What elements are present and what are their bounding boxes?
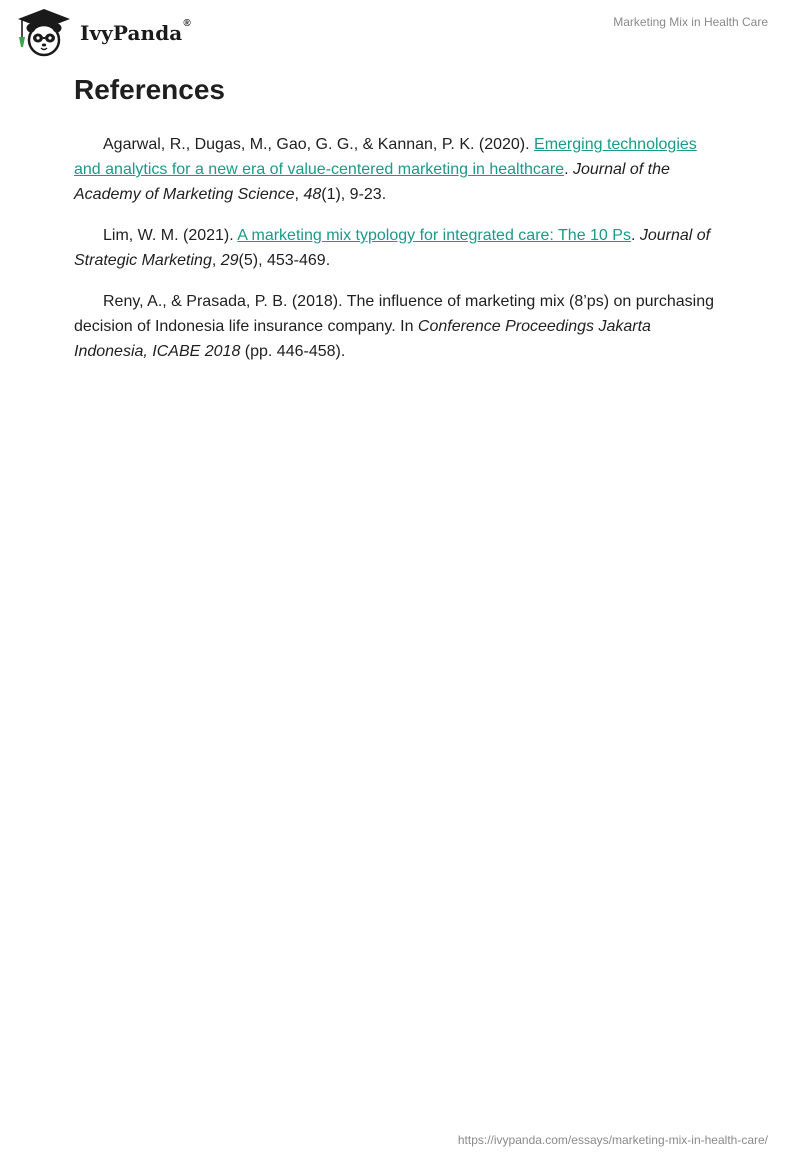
reference-item-lim (74, 223, 726, 273)
references-heading: References (74, 74, 225, 105)
reference-punct: . (564, 161, 573, 178)
reference-item-agarwal (74, 132, 726, 207)
reference-list (74, 132, 726, 364)
page-content (74, 72, 726, 380)
header (0, 0, 800, 64)
reference-issue-pages: (5), 453-469. (238, 252, 331, 269)
ivypanda-logo[interactable] (14, 7, 191, 57)
logo-wordmark: IvyPanda® (80, 18, 191, 45)
reference-journal: Journal of the Academy of Marketing Science (74, 161, 670, 203)
document-title: Marketing Mix in Health Care (613, 15, 768, 29)
reference-punct: . (630, 227, 640, 244)
reference-punct: , (211, 252, 221, 269)
reference-source: Conference Proceedings Jakarta Indonesia, ICABE 2018 (74, 318, 651, 360)
reference-volume: 48 (303, 186, 322, 203)
reference-authors: Agarwal, R., Dugas, M., Gao, G. G., & Kannan, P. K. (2020). (103, 136, 535, 153)
reference-pages: (pp. 446-458). (240, 343, 346, 360)
reference-volume: 29 (220, 252, 239, 269)
reference-punct: , (294, 186, 304, 203)
panda-graduate-icon (14, 7, 74, 57)
reference-authors-title: Reny, A., & Prasada, P. B. (2018). The influence of marketing mix (8’ps) on purchasing decision of Indonesia life insurance company. In (74, 293, 714, 335)
footer-url: https://ivypanda.com/essays/marketing-mix-in-health-care/ (457, 1133, 768, 1147)
reference-item-reny (74, 289, 726, 364)
registered-mark: ® (183, 18, 191, 29)
reference-link[interactable]: Emerging technologies and analytics for a new era of value-centered marketing in healthcare (74, 136, 697, 178)
reference-issue-pages: (1), 9-23. (321, 186, 387, 203)
reference-link[interactable]: A marketing mix typology for integrated care: The 10 Ps (237, 227, 631, 244)
reference-authors: Lim, W. M. (2021). (103, 227, 238, 244)
reference-journal: Journal of Strategic Marketing (74, 227, 711, 269)
